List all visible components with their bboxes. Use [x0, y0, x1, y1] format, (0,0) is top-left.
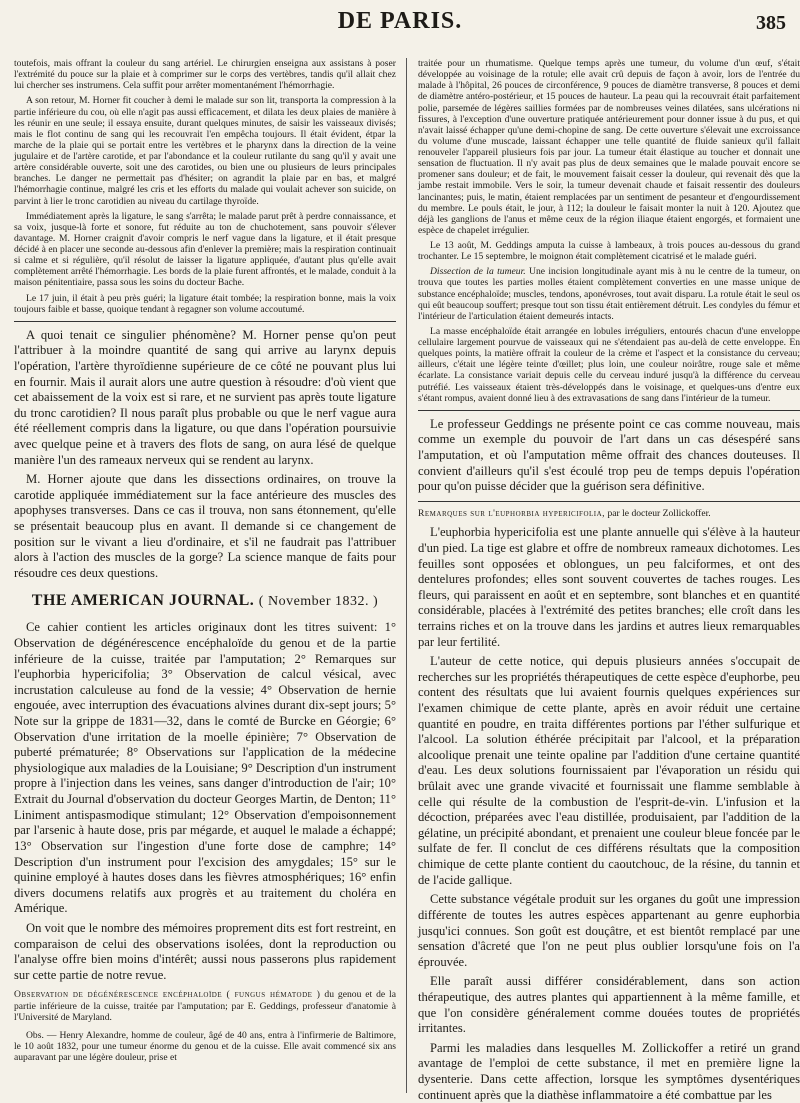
section-title: THE AMERICAN JOURNAL.: [31, 591, 255, 609]
article-subheading: [14, 989, 396, 1024]
page-number: 385: [756, 12, 786, 34]
paragraph: On voit que le nombre des mémoires proprement dits est fort restreint, en comparaison de celui des observations isolées, dont la reproduction ou l'analyse offre bien moins d'intérêt; aussi nous passerons plus rapidement sur cette partie de notre revue.: [14, 920, 396, 982]
paragraph: traitée pour un rhumatisme. Quelque temps après une tumeur, du volume d'un œuf, s'était développée au voisinage de la rotule; elle avait crû depuis de façon à avoir, lors de l'entrée du malade à l'hôpital, 26 pouces de circonférence, 9 pouces de diamètre transverse, 8 pouces et demi de diamètre antéro-postérieur, et 15 pouces de hauteur. La peau qui la recouvrait était parfaitement polie, parsemée de légères saillies formées par de nombreuses veines dilatées, sans ulcérations ni fissures, à l'exception d'une ouverture pratiquée antérieurement pour donner issue à du pus, et qui n'avait laissé échapper qu'une demi-chopine de sang. De cette ouverture s'élevait une excroissance du volume d'une muscade, laissant échapper une telle quantité de fluide sanieux qu'il fallait renouveler l'appareil plusieurs fois par jour. La tumeur était élastique au toucher et donnait une sensation de fluctuation. Il n'y avait pas plus de deux semaines que le malade pouvait encore se promener sans douleur; et de fait, le mouvement faisait cesser la douleur, qui revenait dès que la jambe restait immobile. Vers le soir, la tumeur devenait chaude et faisait ressentir des douleurs lancinantes; puis, le matin, étaient remplacées par un sentiment de pesanteur et d'engourdissement du membre. Le pouls était, le jour, à 112; la douleur le faisait monter la nuit à 120. Ajoutez que déjà les ganglions de l'anus et même ceux de la région iliaque étaient engorgés, et formaient une espèce de chapelet irrégulier.: [418, 58, 800, 236]
paragraph: A son retour, M. Horner fit coucher à demi le malade sur son lit, transporta la compression à la partie inférieure du cou, où elle n'agit pas aussi efficacement, et dilata les deux plaies de manière à les réunir en une seule; il essaya ensuite, durant quelques minutes, de saisir les vaisseaux divisés; mais le flot continu de sang qui les recouvrait l'en empêcha toujours. Il était évident, étpar la marche de la plaie qui se portait entre les vertèbres et le pharynx dans la direction de la veine jugulaire et de l'artère carotide, et par l'abondance et la couleur rutilante du sang qu'il y avait une artère considérable ouverte, soit une des carotides, ou bien une ou plusieurs de leurs principales branches. Le danger ne permettait pas d'hésiter; on agrandit la plaie par en bas, et malgré l'hémorrhagie continue, malgré les cris et les efforts du malade qui voulait achever son suicide, on parvint à lier le tronc carotidien au niveau du cartilage thyroïde.: [14, 95, 396, 207]
paragraph: Le professeur Geddings ne présente point ce cas comme nouveau, mais comme un exemple du pouvoir de l'art dans un cas désespéré sans l'amputation, et où l'amputation même offrait des chances douteuses. Il convient d'ailleurs qu'il s'est écoulé trop peu de temps depuis l'opération pour qu'on puisse décider que la guérison sera définitive.: [418, 416, 800, 494]
subheading-rest: du genou et de la partie inférieure de la cuisse, traitée par l'amputation; par E. Geddings, professeur d'anatomie à l'Université de Maryland.: [14, 989, 396, 1024]
section-date: ( November 1832. ): [258, 593, 379, 609]
running-title: DE PARIS.: [337, 8, 463, 34]
paragraph: Le 17 juin, il était à peu près guéri; la ligature était tombée; la respiration bonne, mais la voix toujours faible et basse, quoique tendant à regagner son volume accoutumé.: [14, 292, 396, 315]
paragraph: [418, 266, 800, 322]
subheading-rest: par le docteur Zollickoffer.: [607, 507, 711, 519]
paragraph: Cette substance végétale produit sur les organes du goût une impression différente de toutes les autres espèces appartenant au genre euphorbia jusqu'ici connues. Son goût est douçâtre, et est bientôt remplacé par une sensation d'âcreté que l'on ne peut plus oublier lorsqu'une fois on l'a éprouvée.: [418, 892, 800, 969]
section-heading: [14, 592, 396, 611]
paragraph: Elle paraît aussi différer considérablement, dans son action thérapeutique, des autres plantes qui appartiennent à la même famille, et que l'on considère généralement comme douées toutes de propriétés irritantes.: [418, 974, 800, 1036]
paragraph: Immédiatement après la ligature, le sang s'arrêta; le malade parut prêt à perdre connaissance, et sa voix, jusque-là forte et sonore, fut réduite au ton de chuchotement, sans pouvoir s'élever davantage. M. Horner craignit d'avoir compris le nerf vague dans la ligature, et il était presque décidé à en placer une seconde au-dessous afin d'enlever la première; mais la respiration continuait si calme et si régulière, qu'il résolut de laisser la ligature appliquée, d'autant plus qu'elle avait complètement arrêté l'hémorrhagie. Les bords de la plaie furent affrontés, et le malade, conduit à la maison pénitentiaire, passa sous les soins du docteur Bache.: [14, 210, 396, 289]
article-subheading: [418, 508, 800, 520]
paragraph: M. Horner ajoute que dans les dissections ordinaires, on trouve la carotide appliquée immédiatement sur la face antérieure des muscles des apophyses transverses. Dans ce cas il trouva, non sans étonnement, qu'elle se présentait beaucoup plus en avant. Il demande si ce changement de position sur le vivant a lieu d'ordinaire, et s'il ne faudrait pas l'attribuer alors à l'action des muscles de la gorge? La science manque de faits pour résoudre ces deux questions.: [14, 472, 396, 580]
paragraph: Le 13 août, M. Geddings amputa la cuisse à lambeaux, à trois pouces au-dessous du grand trochanter. Le 15 septembre, le moignon était complètement cicatrisé et le malade guéri.: [418, 240, 800, 263]
contents-paragraph: Ce cahier contient les articles originaux dont les titres suivent: 1° Observation de dégénérescence encéphaloïde du genou et de la partie inférieure de la cuisse, traitée par l'amputation; 2° Remarques sur l'euphorbia hypericifolia; 3° Observation de calcul vésical, avec incrustation calculeuse au fond de la vessie; 4° Observation de hernie engouée, avec interruption des évacuations alvines durant dix-sept jours; 5° Note sur la grippe de 1831—32, dans le comté de Burcke en Géorgie; 6° Observation d'une irritation de la moelle épinière; 7° Observation de puberté prématurée; 8° Observations sur l'application de la médecine physiologique aux maladies de la Louisiane; 9° Description d'un instrument propre à l'injection dans les veines, sans danger d'introduction de l'air; 10° Extrait du Journal d'observation du docteur Georges Martin, de Denton; 11° Liniment antispasmodique stimulant; 12° Observation d'empoisonnement par l'arsenic à haute dose, pris par mégarde, et auquel le malade a échappé; 13° Observation sur l'ingestion d'une forte dose de camphre; 14° Description d'un instrument pour l'excision des amygdales; 15° sur le quinine employé à hautes doses dans les fièvres atmosphériques; 16° enfin divers documens relatifs aux progrès et au traitement du choléra en Amérique.: [14, 620, 396, 916]
subheading-caps: Remarques sur l'euphorbia hypericifolia,: [418, 507, 606, 519]
divider: [14, 321, 396, 322]
paragraph-text: Une incision longitudinale ayant mis à nu le centre de la tumeur, on trouva que toutes les parties molles étaient complètement converties en une masse unique de substance encéphaloïde; muscles, tendons, aponévroses, tout avait disparu. La rotule était le seul os qui eût beaucoup souffert; presque tout son tissu était entièrement détruit. Les condyles du fémur et l'intérieur de l'articulation étaient demeurés intacts.: [418, 266, 800, 322]
subheading-caps: Observation de dégénérescence encéphaloïde ( fungus hématode ): [14, 989, 321, 1001]
left-column: [14, 58, 396, 1093]
paragraph: L'euphorbia hypericifolia est une plante annuelle qui s'élève à la hauteur d'un pied. La tige est glabre et offre de nombreux rameaux dichotomes. Les feuilles sont opposées et oblongues, un peu falciformes, et ont des dentelures profondes; elles sont souvent couvertes de taches rouges. Les fleurs, qui paraissent en août et en septembre, sont blanches et en quantité considérable, placées à l'extrémité des petites branches; elle croît dans les terrains riches et on la trouve dans les jardins et autres lieux remarquables par leur fertilité.: [418, 525, 800, 649]
divider: [418, 501, 800, 502]
paragraph: toutefois, mais offrant la couleur du sang artériel. Le chirurgien enseigna aux assistans à poser l'extrémité du pouce sur la plaie et à comprimer sur le corps des vertèbres, tandis qu'il allait chez lui chercher ses instrumens. Cela suffit pour arrêter momentanément l'hémorrhagie.: [14, 58, 396, 92]
paragraph-label: Dissection de la tumeur.: [430, 266, 526, 278]
paragraph: A quoi tenait ce singulier phénomène? M. Horner pense qu'on peut l'attribuer à la moindre quantité de sang qui arrive au larynx depuis l'opération, l'artère thyroïdienne supérieure de ce côté ne pouvant plus lui en fournir. Mais il aurait alors une autre question à résoudre: d'où vient que cet abaissement de la voix est si rare, et ne survient pas après toute ligature du tronc carotidien? Il nous paraît plus probable ou que le nerf vague aura été réellement compris dans la ligature, ou que dans l'opération poursuivie avec quelque peine et à travers des flots de sang, on aura lésé de quelque manière l'un des rameaux nerveux qui se rendent au larynx.: [14, 327, 396, 467]
paragraph: L'auteur de cette notice, qui depuis plusieurs années s'occupait de recherches sur les propriétés thérapeutiques de cette espèce d'euphorbe, peu content des résultats que lui avaient fournis quelques expériences sur l'examen chimique de cette plante, après en avoir réduit une certaine quantité en poudre, en traita différentes portions par l'éther sulfurique et l'alcool. La solution éthérée précipitait par l'alcool, et la préparation alcoolique prenait une teinte opaline par l'addition d'une certaine quantité d'eau. Les deux solutions fournissaient par l'évaporation un résidu qui brûlait avec une grande vivacité et fournissait une flamme semblable à celle qui résulte de la combustion de l'esprit-de-vin. L'infusion et la décoction, préparées avec l'eau distillée, produisaient, par l'addition de la gélatine, un précipité abondant, et prenaient une couleur bleue foncée par le sulfate de fer. Il conclut de ces différens résultats que la composition chimique de cette plante contient du caoutchouc, de la résine, du tannin et de l'acide gallique.: [418, 654, 800, 887]
column-divider: [406, 58, 407, 1093]
paragraph: Parmi les maladies dans lesquelles M. Zollickoffer a retiré un grand avantage de l'emploi de cette substance, il met en première ligne la dysenterie. Dans cette affection, lorsque les symptômes dysentériques continuent après que la diathèse inflammatoire a été combattue par les: [418, 1040, 800, 1102]
right-column: [418, 58, 800, 1102]
page-header: [0, 0, 800, 50]
paragraph: Obs. — Henry Alexandre, homme de couleur, âgé de 40 ans, entra à l'infirmerie de Baltimore, le 10 août 1832, pour une tumeur énorme du genou et de la cuisse. Elle avait commencé six ans auparavant par une légère douleur, prise et: [14, 1029, 396, 1064]
paragraph: La masse encéphaloïde était arrangée en lobules irréguliers, entourés chacun d'une enveloppe cellulaire largement pourvue de vaisseaux qui ne s'étendaient pas au-delà de cette enveloppe. En quelques points, la matière offrait la couleur de la crème et l'aspect et la consistance du cerveau; ailleurs, c'était une légère teinte d'œillet; plus loin, une couleur noirâtre, rouge sale et même écarlate. La consistance variait depuis celle du cerveau induré jusqu'à la différence du cerveau putréfié. Les vaisseaux étaient très-développés dans le voisinage, et quelques-uns d'entre eux s'étant rompus, avaient donné lieu à des extravasations de sang dans l'intérieur de la tumeur.: [418, 325, 800, 404]
divider: [418, 410, 800, 411]
